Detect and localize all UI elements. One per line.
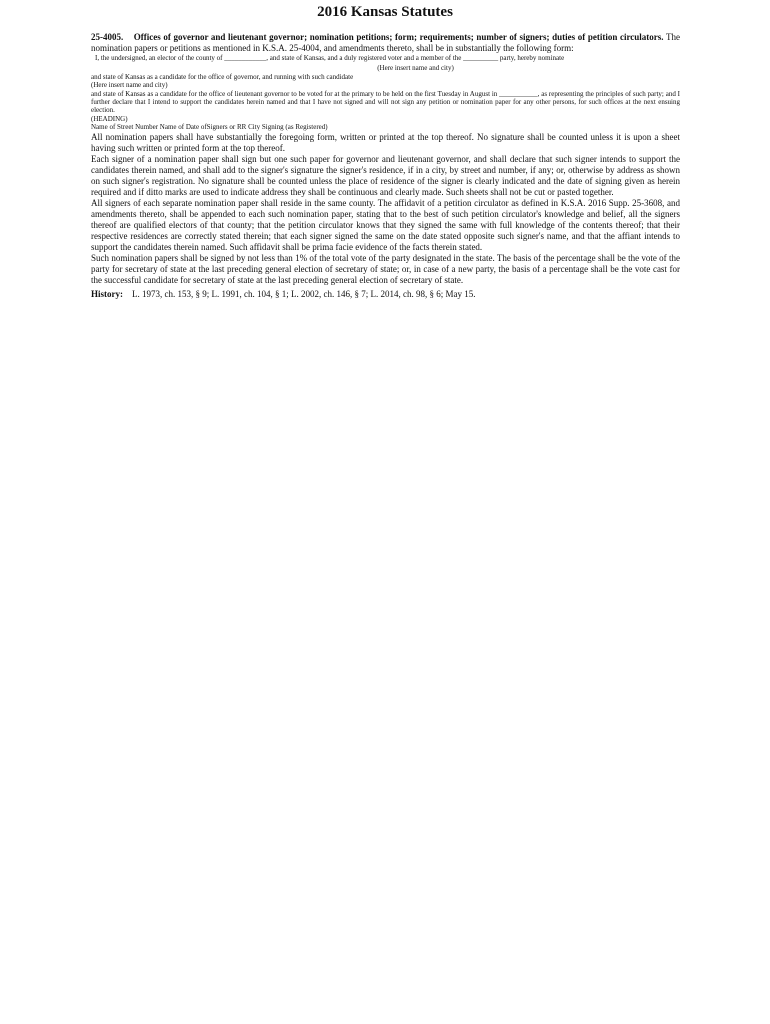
history-note xyxy=(91,289,680,300)
history-label: History: xyxy=(91,288,123,299)
paragraph-circulator-affidavit: All signers of each separate nomination paper shall reside in the same county. The affidavit of a petition circulator as defined in K.S.A. 2016 Supp. 25-3608, and amendments thereto, shall be appended to each such nomination paper, stating that to the best of such petition circulator's knowledge and belief, all the signers thereof are qualified electors of that county; that the petition circulator knows that they signed the same with full knowledge of the contents thereof; that their respective residences are correctly stated therein; that each signer signed the same on the date stated opposite such signer's name, and that the affiant intends to support the candidates therein named. Such affidavit shall be prima facie evidence of the facts therein stated. xyxy=(91,197,680,252)
form-insert-lieutenant: (Here insert name and city) xyxy=(91,81,168,90)
section-intro xyxy=(91,32,680,54)
form-column-headers: Name of Street Number Name of Date ofSigners or RR City Signing (as Registered) xyxy=(91,123,328,132)
form-line-nominate: I, the undersigned, an elector of the county of ____________, and state of Kansas, and a duly registered voter and a member of the __________ party, hereby nominate xyxy=(95,54,565,62)
form-line-governor: and state of Kansas as a candidate for the office of governor, and running with such candidate xyxy=(91,72,354,81)
statute-body xyxy=(91,32,680,300)
paragraph-form-requirement: All nomination papers shall have substantially the foregoing form, written or printed at the top thereof. No signature shall be counted unless it is upon a sheet having such written or printed form at the top thereof. xyxy=(91,131,680,153)
history-text: L. 1973, ch. 153, § 9; L. 1991, ch. 104, § 1; L. 2002, ch. 146, § 7; L. 2014, ch. 98, § 6; May 15. xyxy=(132,288,476,299)
paragraph-signature-threshold: Such nomination papers shall be signed by not less than 1% of the total vote of the party designated in the state. The basis of the percentage shall be the vote of the party for secretary of state at the last preceding general election of secretary of state; or, in case of a new party, the basis of a percentage shall be the vote cast for the successful candidate for secretary of state at the last preceding general election of secretary of state. xyxy=(91,252,680,285)
form-insert-governor: (Here insert name and city) xyxy=(377,64,454,73)
form-line-lieutenant-governor: and state of Kansas as a candidate for the office of lieutenant governor to be voted for at the primary to be held on the first Tuesday in August in ___________, as representing the principles of such party; and I further declare that I intend to support the candidates herein named and that I have not signed and will not sign any petition or nomination paper for any other persons, for such offices at the next ensuing election. xyxy=(91,89,680,115)
section-heading: Offices of governor and lieutenant governor; nomination petitions; form; requirements; number of signers; duties of petition circulators. xyxy=(133,32,664,42)
intro-text: The nomination papers or petitions as mentioned in K.S.A. 25-4004, and amendments thereto, shall be in substantially the following form: xyxy=(91,32,681,53)
page-title: 2016 Kansas Statutes xyxy=(317,4,453,20)
form-heading: (HEADING) xyxy=(91,114,128,123)
section-number: 25-4005. xyxy=(91,32,124,42)
paragraph-signer-duties: Each signer of a nomination paper shall sign but one such paper for governor and lieutenant governor, and shall declare that such signer intends to support the candidates therein named, and shall add to the signer's signature the signer's residence, if in a city, by street and number, if any; or, otherwise by address as shown on such signer's registration. No signature shall be counted unless the place of residence of the signer is clearly indicated and the date of signing given as herein required and if ditto marks are used to indicate address they shall be continuous and clearly made. Such sheets shall not be cut or pasted together. xyxy=(91,153,680,197)
